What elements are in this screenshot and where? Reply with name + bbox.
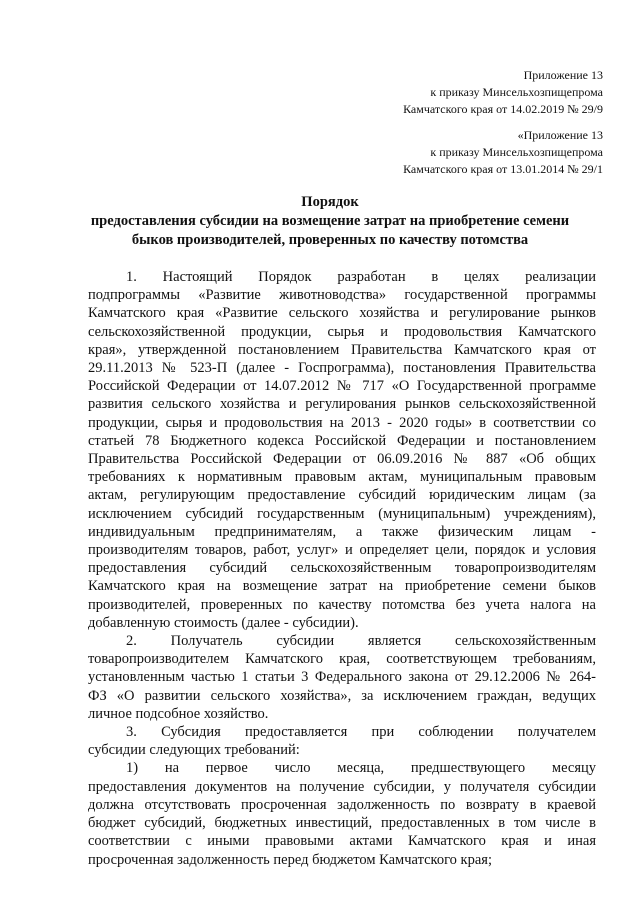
body-line: требованиях к нормативным правовым актам, муниципальным правовым: [88, 469, 596, 486]
body-line: Российской Федерации от 14.07.2012 № 717 «О Государственной программе: [88, 378, 596, 395]
body-line: развития сельского хозяйства и регулирования рынков сельскохозяйственной: [88, 396, 596, 413]
body-line: добавленную стоимость (далее - субсидии).: [88, 614, 359, 631]
appendix-header-line: к приказу Минсельхозпищепрома: [430, 85, 603, 99]
body-line: субсидии следующих требований:: [88, 742, 300, 759]
body-line: предоставления документов на получение субсидии, у получателя субсидии: [88, 778, 596, 795]
body-line: производителей, проверенных по качеству потомства без учета налога на: [88, 596, 596, 613]
body-line: должна отсутствовать просроченная задолженность по возврату в краевой: [88, 796, 596, 813]
appendix-header-line: «Приложение 13: [517, 128, 603, 142]
appendix-header-line: Камчатского края от 14.02.2019 № 29/9: [403, 102, 603, 116]
document-title: [60, 193, 600, 250]
appendix-header-line: к приказу Минсельхозпищепрома: [430, 145, 603, 159]
title-line: быков производителей, проверенных по качеству потомства: [131, 232, 529, 248]
title-line: предоставления субсидии на возмещение затрат на приобретение семени: [90, 213, 570, 229]
body-line: края», утвержденной постановлением Правительства Камчатского края от: [88, 341, 596, 358]
body-line: товаропроизводителем Камчатского края, соответствующем требованиям,: [88, 651, 596, 668]
body-line: предоставления субсидий сельскохозяйственным товаропроизводителям: [88, 560, 596, 577]
body-line: Правительства Российской Федерации от 06.09.2016 № 887 «Об общих: [88, 451, 596, 468]
body-line: бюджет субсидий, бюджетных инвестиций, предоставленных в том числе в: [88, 815, 596, 832]
body-line: Камчатского края «Развитие сельского хозяйства и регулирование рынков: [88, 305, 596, 322]
body-line: статьей 78 Бюджетного кодекса Российской Федерации и постановлением: [88, 432, 596, 449]
body-line: просроченная задолженность перед бюджетом Камчатского края;: [88, 851, 492, 868]
document-body: [88, 268, 596, 869]
body-line: индивидуальным предпринимателям, а также физическим лицам -: [88, 523, 596, 540]
body-line: установленным частью 1 статьи 3 Федерального закона от 29.12.2006 № 264-: [88, 669, 596, 686]
appendix-header-line: Приложение 13: [523, 68, 603, 82]
appendix-header-original: [403, 127, 603, 178]
body-line: 29.11.2013 № 523-П (далее - Госпрограмма), постановления Правительства: [88, 360, 596, 377]
body-line: соответствии с иными правовыми актами Камчатского края и иная: [88, 833, 596, 850]
body-line: актам, регулирующим предоставление субсидий юридическим лицам (за: [88, 487, 596, 504]
appendix-header-current: [403, 67, 603, 118]
body-line: продукции, сырья и продовольствия на 2013 - 2020 годы» в соответствии со: [88, 414, 596, 431]
body-line: подпрограммы «Развитие животноводства» государственной программы: [88, 287, 596, 304]
subparagraph-1-first-line: 1) на первое число месяца, предшествующего месяцу: [126, 760, 596, 777]
paragraph-3-first-line: 3. Субсидия предоставляется при соблюдении получателем: [126, 724, 596, 741]
body-line: личное подсобное хозяйство.: [88, 705, 269, 722]
paragraph-2-first-line: 2. Получатель субсидии является сельскохозяйственным: [126, 633, 596, 650]
appendix-header-line: Камчатского края от 13.01.2014 № 29/1: [403, 162, 603, 176]
body-line: ФЗ «О развитии сельского хозяйства», за исключением граждан, ведущих: [88, 687, 596, 704]
paragraph-1-first-line: 1. Настоящий Порядок разработан в целях реализации: [126, 269, 596, 285]
body-line: Камчатского края на возмещение затрат на приобретение семени быков: [88, 578, 596, 595]
title-line: Порядок: [301, 194, 359, 210]
body-line: исключением субсидий государственным (муниципальным) учреждениям),: [88, 505, 596, 522]
body-line: сельскохозяйственной продукции, сырья и продовольствия Камчатского: [88, 323, 596, 340]
body-line: производителям товаров, работ, услуг» и определяет цели, порядок и условия: [88, 542, 596, 559]
